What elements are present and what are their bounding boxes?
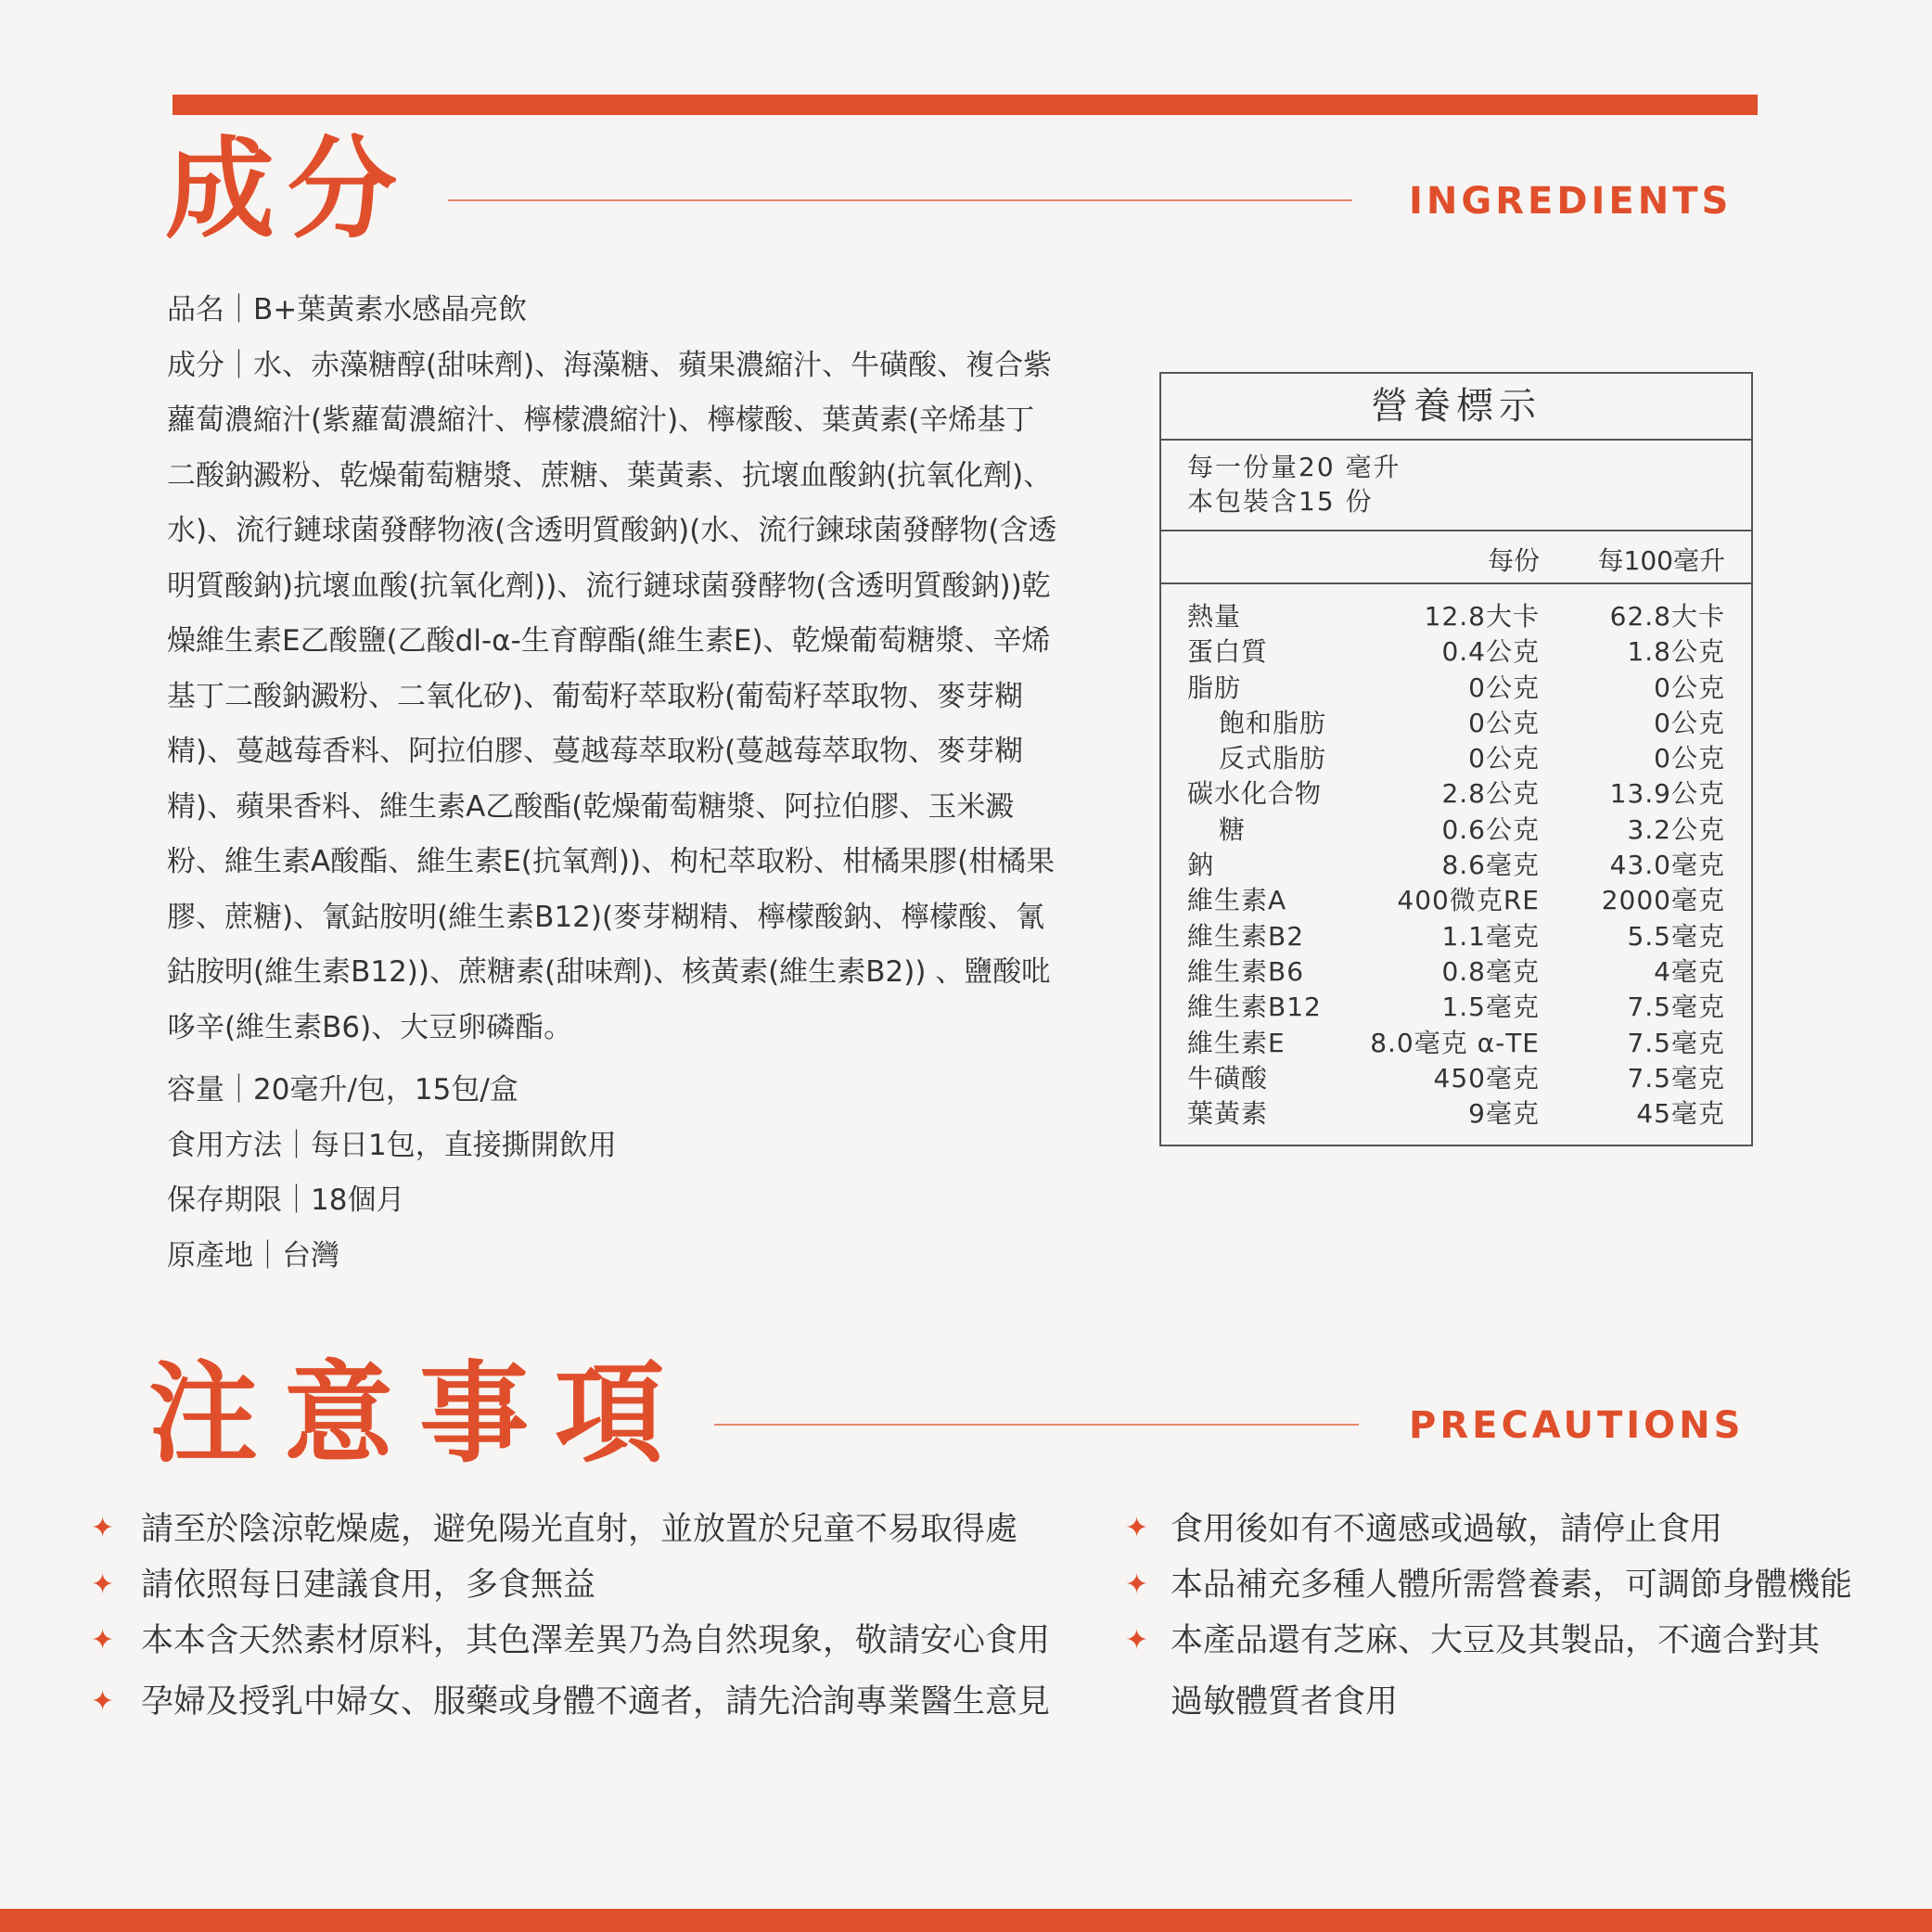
origin-text: 原產地｜台灣 — [167, 1238, 339, 1273]
nutrition-row — [1161, 776, 1751, 812]
servings-per-package: 本包裝含15 份 — [1187, 486, 1374, 517]
top-accent-bar — [173, 95, 1758, 115]
nutrient-name: 維生素A — [1187, 885, 1287, 916]
nutrient-per-serving: 12.8大卡 — [1424, 601, 1540, 632]
nutrition-row — [1161, 1026, 1751, 1061]
nutrient-per-100ml: 7.5毫克 — [1627, 1062, 1725, 1094]
four-point-star-icon: ✦ — [1125, 1568, 1149, 1601]
nutrient-name: 脂肪 — [1187, 672, 1242, 703]
four-point-star-icon: ✦ — [91, 1624, 115, 1657]
nutrient-per-serving: 8.6毫克 — [1441, 850, 1540, 881]
nutrition-row — [1161, 1096, 1751, 1132]
ingredients-block — [167, 283, 1057, 1284]
four-point-star-icon: ✦ — [91, 1568, 115, 1601]
nutrient-name: 熱量 — [1187, 601, 1242, 632]
nutrition-row — [1161, 848, 1751, 883]
nutrient-name: 牛磺酸 — [1187, 1062, 1269, 1094]
nutrient-name: 維生素E — [1187, 1027, 1286, 1058]
nutrient-per-100ml: 2000毫克 — [1601, 885, 1725, 916]
nutrient-per-100ml: 0公克 — [1654, 743, 1725, 774]
nutrition-row — [1161, 919, 1751, 954]
ingredients-english-title: INGREDIENTS — [1409, 180, 1733, 223]
precautions-title-rule — [714, 1424, 1359, 1426]
nutrition-divider — [1161, 582, 1751, 584]
nutrient-name: 蛋白質 — [1187, 636, 1269, 668]
precaution-item: 食用後如有不適感或過敏，請停止食用 — [1171, 1511, 1723, 1548]
nutrient-per-serving: 0.6公克 — [1441, 813, 1540, 845]
four-point-star-icon: ✦ — [1125, 1624, 1149, 1657]
precaution-item-continued: 過敏體質者食用 — [1171, 1683, 1399, 1721]
nutrient-name: 反式脂肪 — [1219, 743, 1327, 774]
nutrient-per-serving: 450毫克 — [1433, 1062, 1540, 1094]
precautions-english-title: PRECAUTIONS — [1409, 1404, 1745, 1447]
precaution-item: 請依照每日建議食用，多食無益 — [141, 1567, 596, 1604]
composition-text: 成分｜水、赤藻糖醇(甜味劑)、海藻糖、蘋果濃縮汁、牛磺酸、複合紫蘿蔔濃縮汁(紫蘿蔔濃縮汁、檸檬濃縮汁)、檸檬酸、葉黃素(辛烯基丁二酸鈉澱粉、乾燥葡萄糖漿、蔗糖、葉黃素、抗壞血酸鈉(抗氧化劑)、水)、流行鏈球菌發酵物液(含透明質酸鈉)(水、流行鍊球菌發酵物(含透明質酸鈉)抗壞血酸(抗氧化劑))、流行鏈球菌發酵物(含透明質酸鈉))乾燥維生素E乙酸鹽(乙酸dl-α-生育醇酯(維生素E)、乾燥葡萄糖漿、辛烯基丁二酸鈉澱粉、二氧化矽)、葡萄籽萃取粉(葡萄籽萃取物、麥芽糊精)、蔓越莓香料、阿拉伯膠、蔓越莓萃取粉(蔓越莓萃取物、麥芽糊精)、蘋果香料、維生素A乙酸酯(乾燥葡萄糖漿、阿拉伯膠、玉米澱粉、維生素A酸酯、維生素E(抗氧劑))、枸杞萃取粉、柑橘果膠(柑橘果膠、蔗糖)、氰鈷胺明(維生素B12)(麥芽糊精、檸檬酸鈉、檸檬酸、氰鈷胺明(維生素B12))、蔗糖素(甜味劑)、核黃素(維生素B2)) 、鹽酸吡哆辛(維生素B6)、大豆卵磷酯。 — [167, 348, 1057, 1044]
nutrition-row — [1161, 1061, 1751, 1096]
serving-info — [1187, 450, 1401, 518]
nutrient-per-serving: 0.8毫克 — [1441, 955, 1540, 987]
nutrient-per-serving: 0公克 — [1468, 672, 1540, 703]
nutrient-name: 鈉 — [1187, 850, 1215, 881]
nutrition-row — [1161, 883, 1751, 918]
nutrient-name: 碳水化合物 — [1187, 778, 1323, 810]
nutrient-per-100ml: 7.5毫克 — [1627, 1027, 1725, 1058]
nutrition-divider — [1161, 530, 1751, 531]
capacity-text: 容量｜20毫升/包，15包/盒 — [167, 1073, 518, 1107]
ingredients-title-rule — [448, 199, 1352, 201]
nutrition-row — [1161, 741, 1751, 776]
precaution-item: 孕婦及授乳中婦女、服藥或身體不適者，請先洽詢專業醫生意見 — [141, 1683, 1051, 1721]
nutrient-per-100ml: 13.9公克 — [1609, 778, 1725, 810]
nutrient-per-100ml: 7.5毫克 — [1627, 992, 1725, 1023]
nutrient-per-100ml: 4毫克 — [1654, 955, 1725, 987]
nutrition-row — [1161, 812, 1751, 848]
usage-text: 食用方法｜每日1包，直接撕開飲用 — [167, 1128, 617, 1162]
nutrient-per-100ml: 0公克 — [1654, 707, 1725, 738]
precaution-item: 本品補充多種人體所需營養素，可調節身體機能 — [1171, 1567, 1853, 1604]
nutrient-per-serving: 1.1毫克 — [1441, 920, 1540, 952]
nutrient-per-serving: 1.5毫克 — [1441, 992, 1540, 1023]
bottom-accent-bar — [0, 1909, 1932, 1932]
nutrient-name: 維生素B12 — [1187, 992, 1322, 1023]
col-per-100ml: 每100毫升 — [1597, 545, 1725, 576]
nutrient-per-100ml: 43.0毫克 — [1609, 850, 1725, 881]
nutrient-per-serving: 2.8公克 — [1441, 778, 1540, 810]
four-point-star-icon: ✦ — [91, 1512, 115, 1544]
nutrient-per-100ml: 45毫克 — [1636, 1098, 1725, 1130]
serving-size: 每一份量20 毫升 — [1187, 452, 1401, 482]
nutrient-name: 糖 — [1219, 813, 1247, 845]
nutrition-row — [1161, 671, 1751, 706]
nutrient-per-100ml: 5.5毫克 — [1627, 920, 1725, 952]
precaution-item: 本產品還有芝麻、大豆及其製品，不適合對其 — [1171, 1622, 1821, 1659]
precaution-item: 請至於陰涼乾燥處，避免陽光直射，並放置於兒童不易取得處 — [141, 1511, 1018, 1548]
nutrition-row — [1161, 634, 1751, 670]
nutrient-name: 維生素B6 — [1187, 955, 1305, 987]
nutrient-per-serving: 8.0毫克 α-TE — [1370, 1027, 1540, 1058]
four-point-star-icon: ✦ — [1125, 1512, 1149, 1544]
product-name: 品名｜B+葉黃素水感晶亮飲 — [167, 293, 528, 326]
nutrient-per-serving: 0.4公克 — [1441, 636, 1540, 668]
shelf-life-text: 保存期限｜18個月 — [167, 1184, 405, 1217]
nutrient-per-serving: 0公克 — [1468, 707, 1540, 738]
nutrition-row — [1161, 706, 1751, 741]
four-point-star-icon: ✦ — [91, 1685, 115, 1718]
col-per-serving: 每份 — [1487, 545, 1540, 576]
ingredients-title: 成分 — [165, 125, 411, 253]
nutrient-per-100ml: 3.2公克 — [1627, 813, 1725, 845]
nutrient-per-serving: 400微克RE — [1397, 885, 1540, 916]
nutrition-rows — [1161, 599, 1751, 1132]
nutrition-row — [1161, 990, 1751, 1025]
nutrient-per-serving: 9毫克 — [1468, 1098, 1540, 1130]
nutrient-per-100ml: 0公克 — [1654, 672, 1725, 703]
precaution-item: 本本含天然素材原料，其色澤差異乃為自然現象，敬請安心食用 — [141, 1622, 1051, 1659]
nutrition-row — [1161, 954, 1751, 990]
nutrient-name: 維生素B2 — [1187, 920, 1305, 952]
nutrient-per-100ml: 1.8公克 — [1627, 636, 1725, 668]
nutrient-name: 飽和脂肪 — [1219, 707, 1327, 738]
nutrition-facts-box — [1159, 372, 1753, 1146]
nutrient-name: 葉黃素 — [1187, 1098, 1269, 1130]
nutrient-per-100ml: 62.8大卡 — [1609, 601, 1725, 632]
nutrition-row — [1161, 599, 1751, 634]
precautions-title: 注意事項 — [148, 1350, 691, 1478]
nutrient-per-serving: 0公克 — [1468, 743, 1540, 774]
nutrition-divider — [1161, 439, 1751, 441]
nutrition-title: 營養標示 — [1371, 385, 1542, 428]
